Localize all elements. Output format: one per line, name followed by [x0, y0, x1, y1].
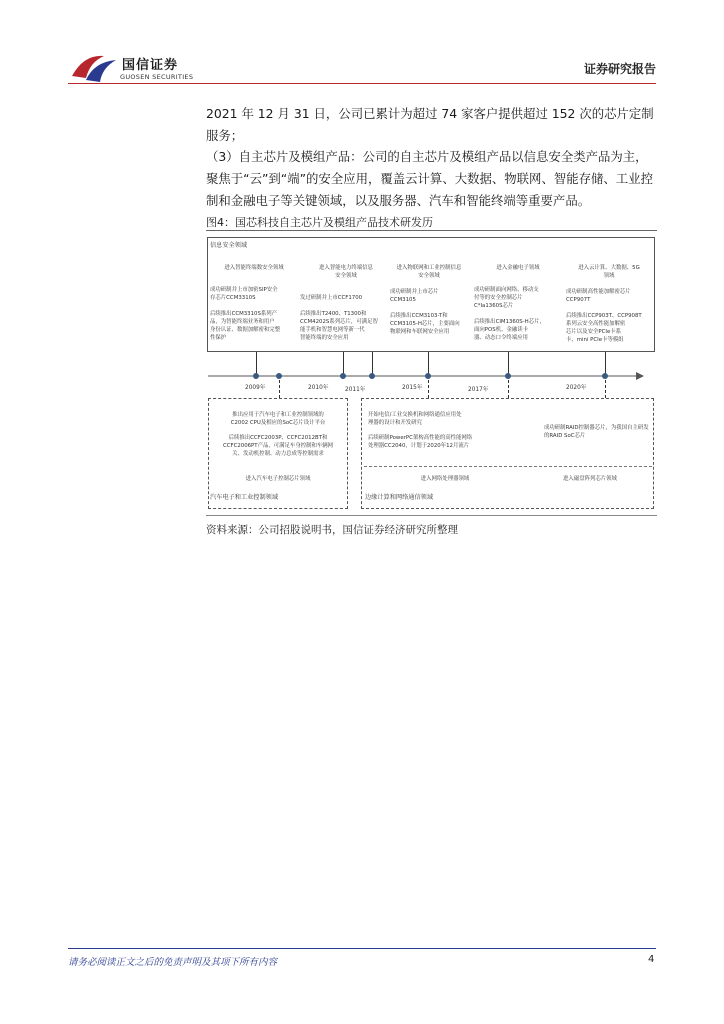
top-col-4-body: 成功研制面向网络、移动支 付等的安全控制芯片 C*Ia1360S芯片 后续推出CIM1360S-H芯片， 面向POS机、金融读卡 器、动态口令终端应用: [474, 287, 545, 341]
year-label: 2017年: [468, 387, 489, 393]
year-label: 2020年: [566, 385, 587, 391]
br-text-4: 进入网络处理器领域: [420, 476, 470, 482]
connector-line: [428, 380, 429, 398]
br-text-3: 成功研制RAID控制器芯片，为我国自主研发 的RAID SoC芯片: [544, 425, 649, 439]
brand-logo: [70, 52, 200, 84]
year-label: 2011年: [345, 387, 366, 393]
top-section-label: 信息安全领域: [210, 242, 248, 249]
figure-bottom-rule: [206, 515, 657, 516]
paragraph-1: 2021 年 12 月 31 日，公司已累计为超过 74 家客户提供超过 152 次的芯片定制服务；: [206, 106, 654, 143]
page-number: 4: [648, 954, 655, 965]
timeline-dot: [253, 373, 259, 379]
bottom-left-label: 汽车电子和工业控制领域: [210, 494, 279, 501]
timeline-dot: [602, 373, 608, 379]
logo-mark-icon: [70, 52, 120, 84]
figure-top-rule: [206, 230, 657, 231]
connector-line: [279, 380, 280, 398]
timeline-dot: [276, 373, 282, 379]
logo-text-en: GUOSEN SECURITIES: [120, 73, 194, 81]
br-text-2: 后续研制PowerPC架构高性能的高性能网络 处理器CC2040，计划于2020年12月流片: [368, 435, 473, 449]
year-label: 2009年: [245, 385, 266, 391]
br-text-5: 进入磁盘阵列芯片领域: [563, 476, 617, 482]
header-rule: [68, 83, 656, 84]
bl-text-2: 后续推出CCFC2003P、CCFC2012BT和 CCFC2006PT产品，可满足车身控制和车辆网 关、发动机控制、动力总成等控制需求: [222, 435, 334, 457]
logo-text-cn: 国信证券: [122, 58, 179, 73]
timeline-dot: [425, 373, 431, 379]
figure-caption: 图4：国芯科技自主芯片及模组产品技术研发历: [206, 216, 433, 229]
top-col-5-head: 进入云计算、大数据、5G 领域: [578, 265, 640, 279]
bottom-right-label: 边缘计算和网络通信领域: [365, 494, 434, 501]
top-col-5-body: 成功研制高性能加解密芯片 CCP907T 后续推出CCP903T、CCP908T 系列云安全高性能加解密 芯片以及安全PCIe卡系 卡、mini PCIe卡等模组: [566, 289, 642, 343]
footer-disclaimer: 请务必阅读正文之后的免责声明及其项下所有内容: [68, 957, 278, 968]
bl-text-1: 推出应用于汽车电子和工业控制领域的 C2002 CPU及相应的SoC芯片设计平台: [230, 412, 326, 426]
connector-line: [508, 380, 509, 398]
top-col-3-body: 成功研制并上市芯片 CCM3105 后续推出CCM3103-T和 CCM3105-H芯片，主要面向 物联网和车联网安全应用: [390, 289, 460, 335]
top-col-3-head: 进入物联网和工业控制信息 安全领域: [396, 265, 462, 279]
connector-line: [605, 380, 606, 398]
br-text-1: 开始电信/工业交换机和网络通信应用处 理器的设计和开发研究: [368, 412, 462, 426]
top-col-4-head: 进入金融电子领域: [496, 265, 540, 271]
top-col-2-head: 进入智能电力终端信息 安全领域: [319, 265, 373, 279]
report-type: 证券研究报告: [583, 62, 656, 76]
timeline-axis: [206, 366, 657, 396]
year-label: 2010年: [308, 385, 329, 391]
timeline-dot: [505, 373, 511, 379]
footer-rule: [68, 948, 656, 949]
figure-source: 资料来源：公司招股说明书，国信证券经济研究所整理: [206, 524, 458, 536]
top-col-1-body: 成功研制并上市加密SIP安全 存芯片CCM3310S 后续推出CCM3310S系列产 品，为智能终端业务和用户 身份认证、数据加解密和完整 性保护: [210, 287, 281, 341]
timeline-dot: [369, 373, 375, 379]
paragraph-2: （3）自主芯片及模组产品：公司的自主芯片及模组产品以信息安全类产品为主，聚焦于“云”到“端”的安全应用，覆盖云计算、大数据、物联网、智能存储、工业控制和金融电子等关键领域，以及服务器、汽车和智能终端等重要产品。: [206, 149, 653, 208]
year-label: 2015年: [402, 385, 423, 391]
top-col-1-head: 进入智能终端数安全领域: [224, 265, 284, 271]
top-col-2-body: 发过研制并上市CCF1700 后续推出T2400、T1300和 CCM4202S系列芯片，可满足智 能手机和智慧电网等新一代 智能终端的安全应用: [300, 295, 378, 341]
bottom-right-separator: [364, 466, 652, 467]
bl-text-3: 进入汽车电子控制芯片领域: [245, 476, 311, 482]
timeline-dot: [340, 373, 346, 379]
